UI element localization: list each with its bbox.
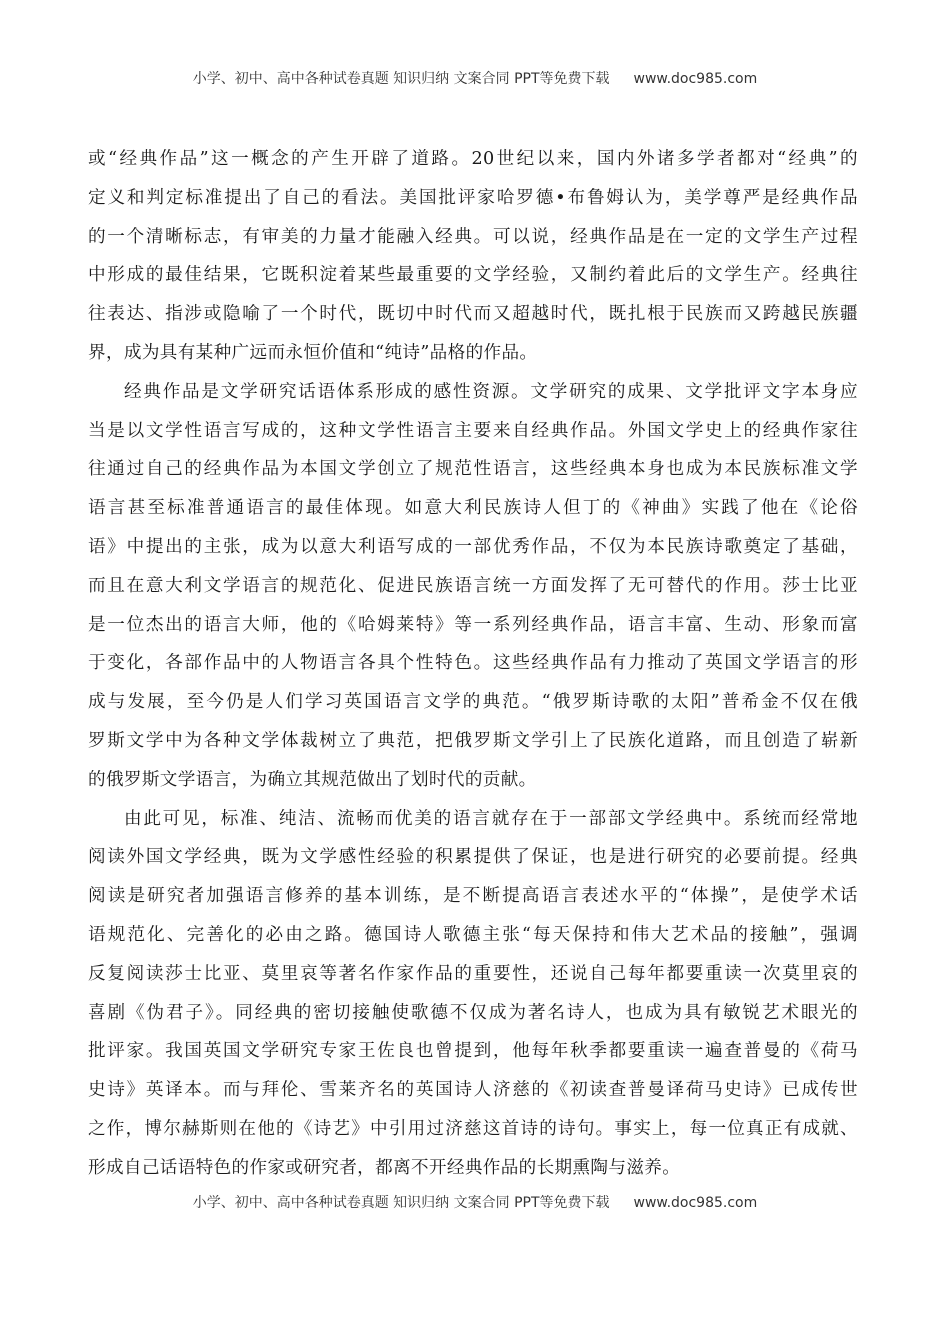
paragraph-line: 或“经典作品”这一概念的产生开辟了道路。20世纪以来，国内外诸多学者都对“经典”的 xyxy=(88,149,858,169)
paragraph-line: 批评家。我国英国文学研究专家王佐良也曾提到，他每年秋季都要重读一遍查普曼的《荷马 xyxy=(88,1041,858,1062)
paragraph-line: 史诗》英译本。而与拜伦、雪莱齐名的英国诗人济慈的《初读查普曼译荷马史诗》已成传世 xyxy=(88,1080,858,1101)
paragraph-line: 阅读是研究者加强语言修养的基本训练，是不断提高语言表述水平的“体操”，是使学术话 xyxy=(88,886,858,907)
footer-site-url: www.doc985.com xyxy=(633,1195,758,1211)
paragraph-line: 当是以文学性语言写成的，这种文学性语言主要来自经典作品。外国文学史上的经典作家往 xyxy=(88,420,858,441)
paragraph-line: 阅读外国文学经典，既为文学感性经验的积累提供了保证，也是进行研究的必要前提。经典 xyxy=(88,847,858,868)
document-body xyxy=(88,140,858,1188)
paragraph-line: 定义和判定标准提出了自己的看法。美国批评家哈罗德•布鲁姆认为，美学尊严是经典作品 xyxy=(88,187,858,208)
paragraph-line: 的俄罗斯文学语言，为确立其规范做出了划时代的贡献。 xyxy=(88,769,537,790)
paragraph-line: 形成自己话语特色的作家或研究者，都离不开经典作品的长期熏陶与滋养。 xyxy=(88,1157,681,1178)
paragraph-line: 于变化，各部作品中的人物语言各具个性特色。这些经典作品有力推动了英国文学语言的形 xyxy=(88,653,858,674)
paragraph-line: 由此可见，标准、纯洁、流畅而优美的语言就存在于一部部文学经典中。系统而经常地 xyxy=(124,808,858,829)
paragraph-line: 之作，博尔赫斯则在他的《诗艺》中引用过济慈这首诗的诗句。事实上，每一位真正有成就、 xyxy=(88,1118,858,1139)
paragraph-line: 的一个清晰标志，有审美的力量才能融入经典。可以说，经典作品是在一定的文学生产过程 xyxy=(88,226,858,247)
paragraph-line: 中形成的最佳结果，它既积淀着某些最重要的文学经验，又制约着此后的文学生产。经典往 xyxy=(88,265,858,286)
paragraph-line: 成与发展，至今仍是人们学习英国语言文学的典范。“俄罗斯诗歌的太阳”普希金不仅在俄 xyxy=(88,692,858,713)
paragraph-line: 语言甚至标准普通语言的最佳体现。如意大利民族诗人但丁的《神曲》实践了他在《论俗 xyxy=(88,498,858,519)
paragraph-line: 反复阅读莎士比亚、莫里哀等著名作家作品的重要性，还说自己每年都要重读一次莫里哀的 xyxy=(88,963,858,984)
page-header xyxy=(0,68,950,88)
header-text: 小学、初中、高中各种试卷真题 知识归纳 文案合同 PPT等免费下载 xyxy=(192,71,610,87)
page-footer xyxy=(0,1192,950,1212)
paragraph-line: 经典作品是文学研究话语体系形成的感性资源。文学研究的成果、文学批评文字本身应 xyxy=(124,381,858,402)
paragraph-line: 语》中提出的主张，成为以意大利语写成的一部优秀作品，不仅为本民族诗歌奠定了基础， xyxy=(88,536,858,557)
paragraph-line: 喜剧《伪君子》。同经典的密切接触使歌德不仅成为著名诗人，也成为具有敏锐艺术眼光的 xyxy=(88,1002,858,1023)
paragraph xyxy=(88,140,858,373)
paragraph-line: 而且在意大利文学语言的规范化、促进民族语言统一方面发挥了无可替代的作用。莎士比亚 xyxy=(88,575,858,596)
header-site-url: www.doc985.com xyxy=(633,71,758,87)
footer-text: 小学、初中、高中各种试卷真题 知识归纳 文案合同 PPT等免费下载 xyxy=(192,1195,610,1211)
paragraph-line: 界，成为具有某种广远而永恒价值和“纯诗”品格的作品。 xyxy=(88,342,538,363)
paragraph-line: 语规范化、完善化的必由之路。德国诗人歌德主张“每天保持和伟大艺术品的接触”，强调 xyxy=(88,924,858,945)
paragraph-line: 是一位杰出的语言大师，他的《哈姆莱特》等一系列经典作品，语言丰富、生动、形象而富 xyxy=(88,614,858,635)
paragraph-line: 往表达、指涉或隐喻了一个时代，既切中时代而又超越时代，既扎根于民族而又跨越民族疆 xyxy=(88,304,858,325)
paragraph xyxy=(88,800,858,1188)
paragraph-line: 往通过自己的经典作品为本国文学创立了规范性语言，这些经典本身也成为本民族标准文学 xyxy=(88,459,858,480)
paragraph xyxy=(88,373,858,800)
paragraph-line: 罗斯文学中为各种文学体裁树立了典范，把俄罗斯文学引上了民族化道路，而且创造了崭新 xyxy=(88,730,858,751)
